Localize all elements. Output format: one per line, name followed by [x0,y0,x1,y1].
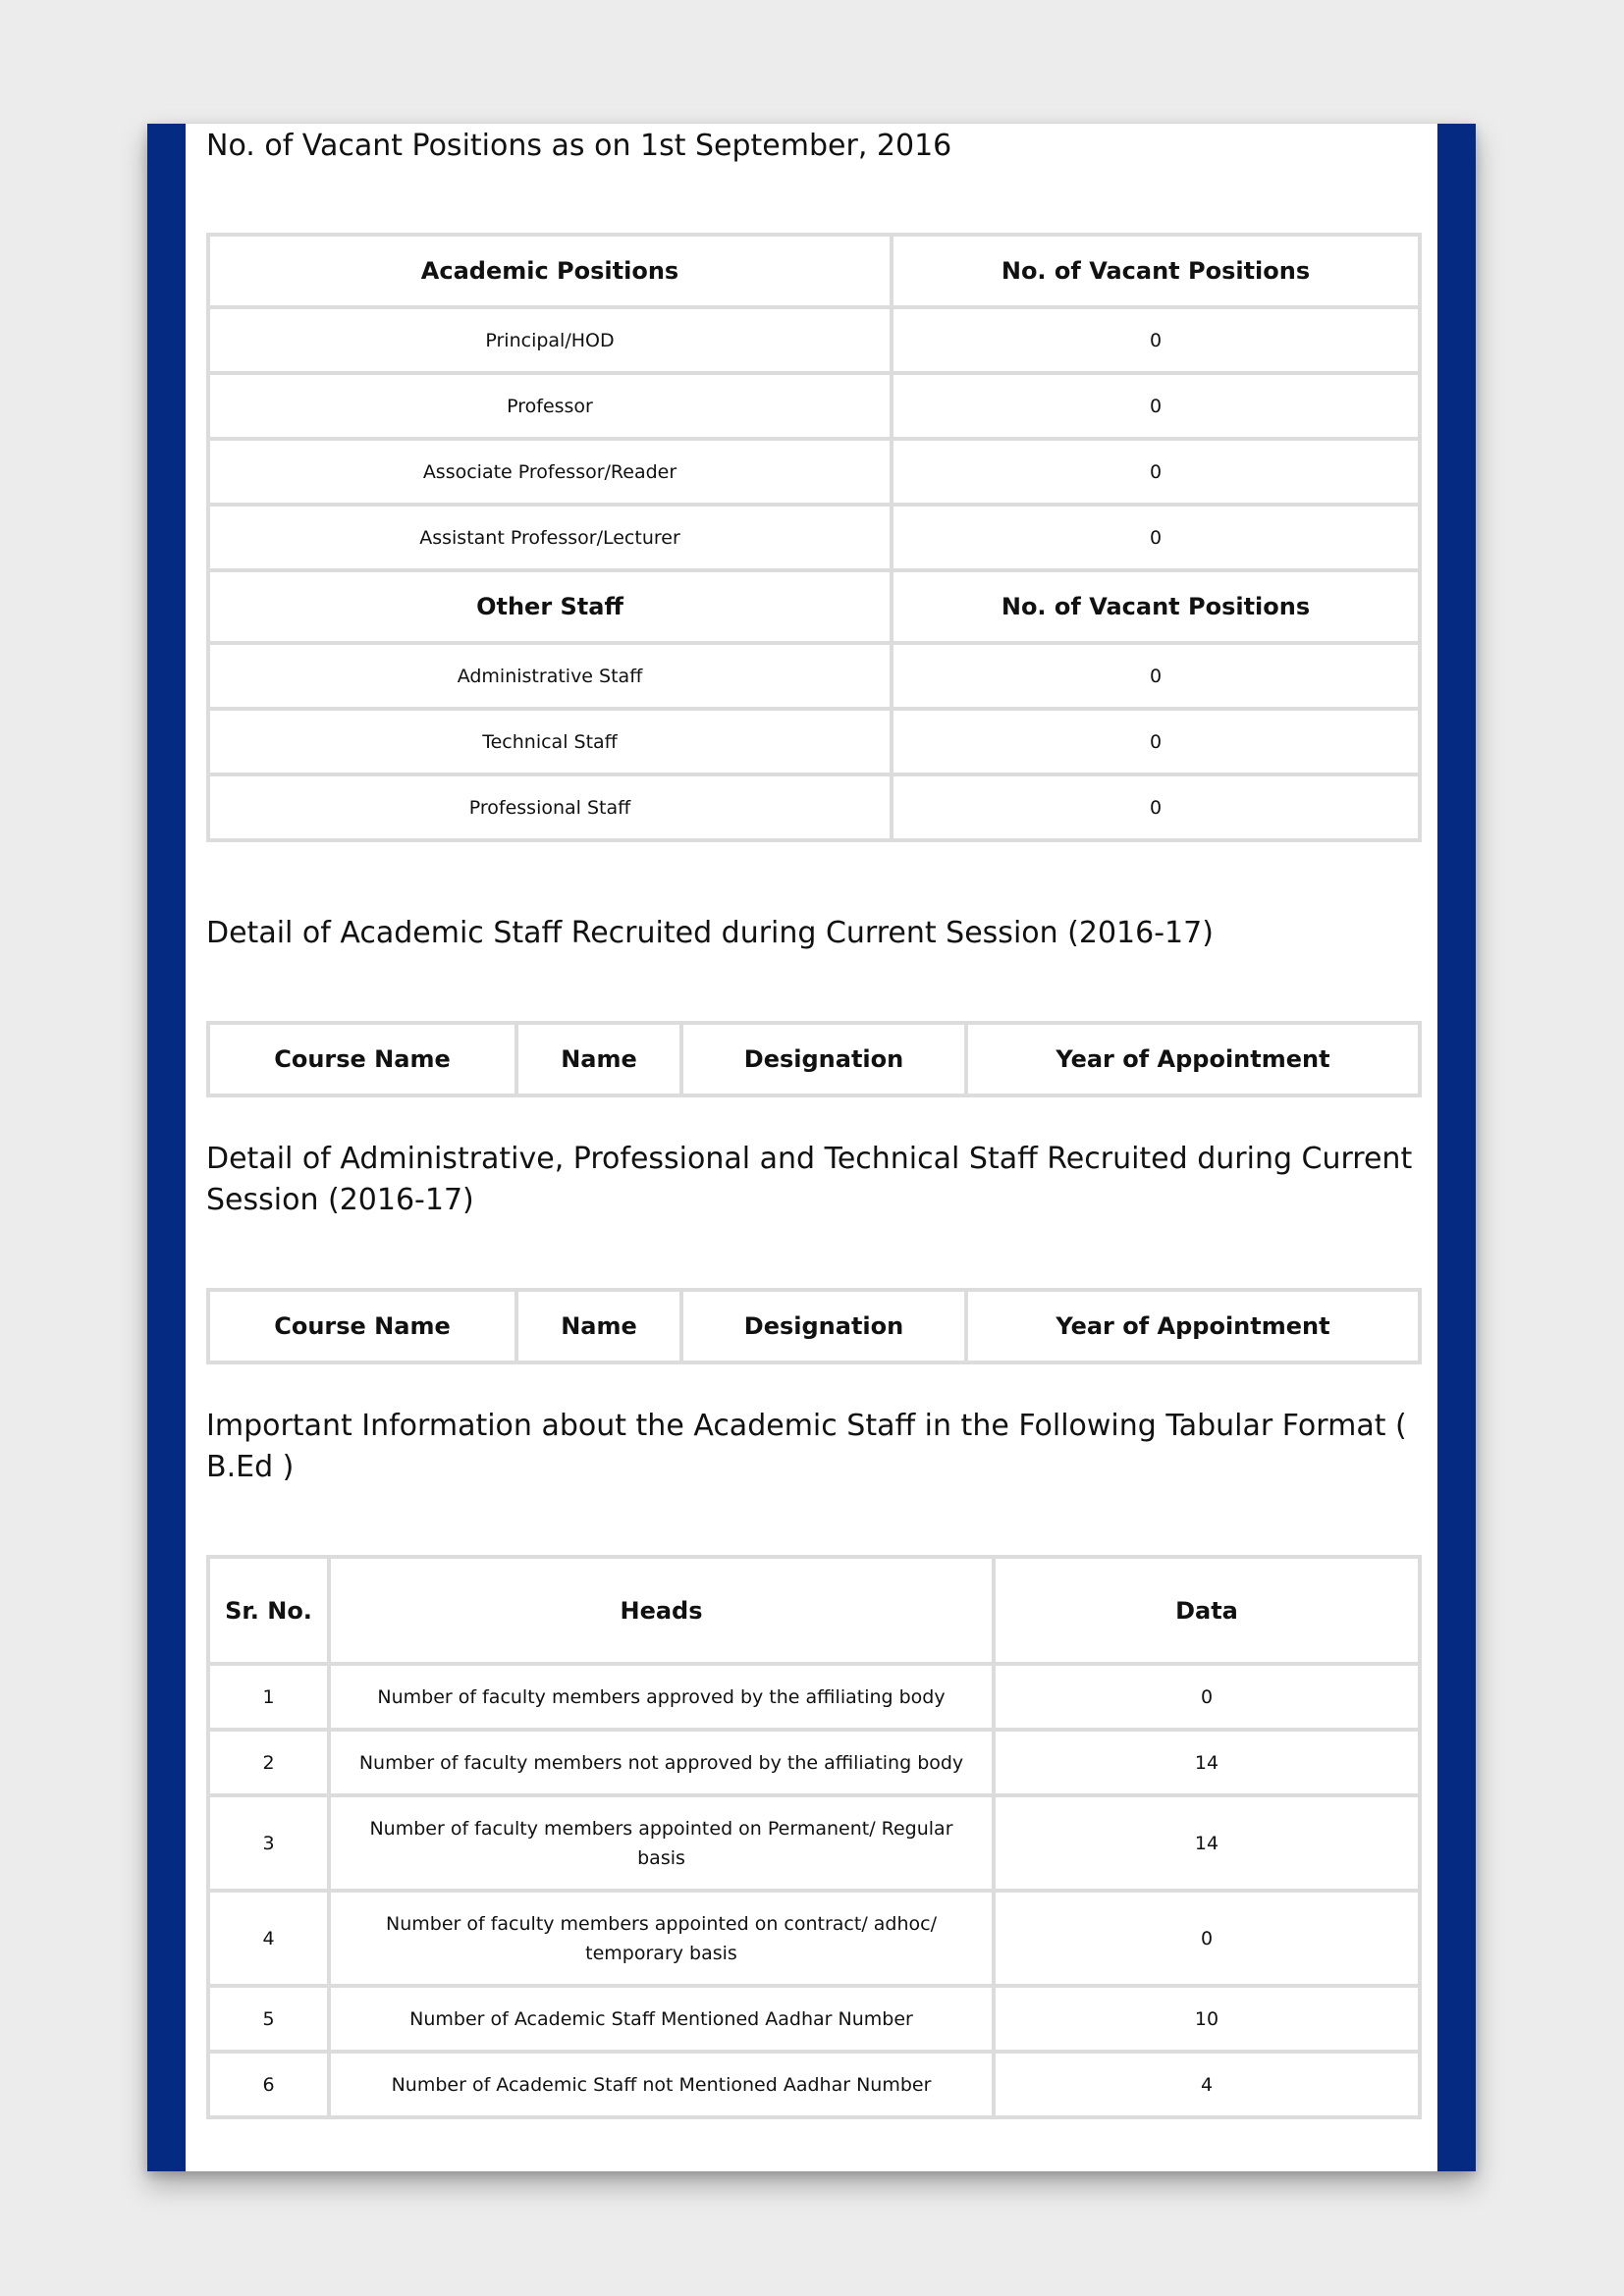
academic-recruited-table [206,1021,1422,1097]
course-name-header: Course Name [208,1290,516,1362]
table-row [208,2052,1420,2117]
data-value: 10 [994,1986,1420,2052]
staff-type: Administrative Staff [208,643,892,709]
other-staff-header: Other Staff [208,570,892,643]
admin-recruited-title: Detail of Administrative, Professional and Technical Staff Recruited during Current Session (2016-17) [206,1142,1413,1217]
vacant-positions-title: No. of Vacant Positions as on 1st September, 2016 [206,129,952,163]
other-staff-header-row [208,570,1420,643]
table-row [208,373,1420,439]
academic-staff-info-table [206,1555,1422,2119]
vacant-count-header: No. of Vacant Positions [892,235,1420,307]
sr-no: 3 [208,1795,329,1891]
left-border-band [147,124,186,2171]
name-header: Name [516,1023,681,1095]
table-row [208,439,1420,505]
sr-no: 2 [208,1730,329,1795]
table-row [208,1986,1420,2052]
designation-header: Designation [681,1023,966,1095]
data-value: 0 [994,1891,1420,1986]
vacant-count: 0 [892,774,1420,840]
vacant-count: 0 [892,505,1420,570]
head-text: Number of Academic Staff Mentioned Aadhar Number [329,1986,994,2052]
course-name-header: Course Name [208,1023,516,1095]
table-row [208,307,1420,373]
data-value: 14 [994,1730,1420,1795]
designation-header: Designation [681,1290,966,1362]
vacant-count: 0 [892,709,1420,774]
name-header: Name [516,1290,681,1362]
vacant-count: 0 [892,643,1420,709]
head-text: Number of faculty members appointed on contract/ adhoc/ temporary basis [329,1891,994,1986]
vacant-count-header: No. of Vacant Positions [892,570,1420,643]
table-header-row [208,1290,1420,1362]
vacant-positions-table [206,233,1422,842]
document-content [206,124,1418,2119]
head-text: Number of faculty members approved by the affiliating body [329,1664,994,1730]
sr-no-header: Sr. No. [208,1557,329,1664]
position-name: Associate Professor/Reader [208,439,892,505]
table-row [208,505,1420,570]
staff-type: Technical Staff [208,709,892,774]
table-row [208,643,1420,709]
academic-recruited-title: Detail of Academic Staff Recruited during Current Session (2016-17) [206,916,1214,950]
head-text: Number of Academic Staff not Mentioned Aadhar Number [329,2052,994,2117]
academic-header-row [208,235,1420,307]
position-name: Professor [208,373,892,439]
vacant-count: 0 [892,307,1420,373]
table-row [208,1664,1420,1730]
data-value: 4 [994,2052,1420,2117]
table-header-row [208,1557,1420,1664]
academic-positions-header: Academic Positions [208,235,892,307]
sr-no: 6 [208,2052,329,2117]
right-border-band [1437,124,1476,2171]
data-value: 14 [994,1795,1420,1891]
year-of-appointment-header: Year of Appointment [966,1290,1420,1362]
table-row [208,709,1420,774]
head-text: Number of faculty members not approved by the affiliating body [329,1730,994,1795]
table-row [208,1795,1420,1891]
table-row [208,1730,1420,1795]
table-row [208,1891,1420,1986]
table-header-row [208,1023,1420,1095]
academic-staff-info-title: Important Information about the Academic Staff in the Following Tabular Format ( B.Ed ) [206,1409,1407,1484]
table-row [208,774,1420,840]
sr-no: 4 [208,1891,329,1986]
data-value: 0 [994,1664,1420,1730]
position-name: Principal/HOD [208,307,892,373]
staff-type: Professional Staff [208,774,892,840]
data-header: Data [994,1557,1420,1664]
year-of-appointment-header: Year of Appointment [966,1023,1420,1095]
position-name: Assistant Professor/Lecturer [208,505,892,570]
admin-recruited-table [206,1288,1422,1364]
heads-header: Heads [329,1557,994,1664]
sr-no: 1 [208,1664,329,1730]
vacant-count: 0 [892,373,1420,439]
sr-no: 5 [208,1986,329,2052]
head-text: Number of faculty members appointed on Permanent/ Regular basis [329,1795,994,1891]
vacant-count: 0 [892,439,1420,505]
